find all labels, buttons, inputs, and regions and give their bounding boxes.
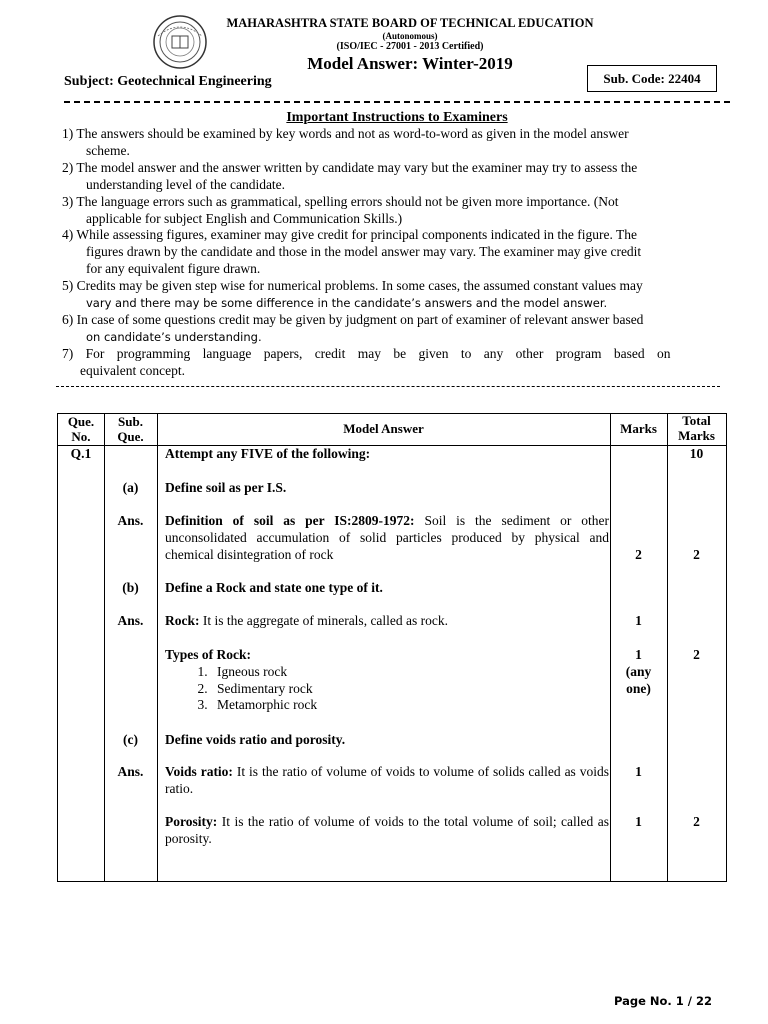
header-divider <box>64 101 730 103</box>
page-number: Page No. 1 / 22 <box>613 994 712 1008</box>
header-sub-que <box>104 415 157 444</box>
instruction-continuation: for any equivalent figure drawn. <box>86 260 261 276</box>
answer-definition: It is the aggregate of minerals, called as rock. <box>199 613 449 628</box>
instruction-item <box>62 160 732 194</box>
answer-term: Rock: <box>165 613 200 628</box>
list-item: 3. Metamorphic rock <box>211 697 609 714</box>
instruction-item <box>62 194 732 228</box>
instruction-item <box>62 278 732 312</box>
instruction-text: 2) The model answer and the answer written by candidate may vary but the examiner may try to assess the <box>62 160 638 175</box>
header-model-answer: Model Answer <box>343 421 424 436</box>
sub-question-text: Define soil as per I.S. <box>165 480 287 495</box>
answer-label: Ans. <box>117 764 144 779</box>
header-text: No. <box>71 428 91 444</box>
instruction-text: 7) For programming language papers, credit may be given to any other program based on <box>62 346 671 361</box>
total-marks: 2 <box>693 547 700 562</box>
answer-term: Voids ratio: <box>165 764 233 779</box>
sub-question-text: Define voids ratio and porosity. <box>165 732 346 747</box>
header-text: Que. <box>117 428 144 444</box>
header-text: Total <box>682 413 711 428</box>
marks: 1 <box>635 613 642 628</box>
instruction-continuation: understanding level of the candidate. <box>86 176 286 192</box>
instruction-text: 3) The language errors such as grammatical, spelling errors should not be given more importance. (Not <box>62 194 619 209</box>
answer-term: Porosity: <box>165 814 218 829</box>
header-text: Marks <box>678 427 715 443</box>
list-item: 1. Igneous rock <box>211 664 609 681</box>
instruction-text: 6) In case of some questions credit may be given by judgment on part of examiner of relevant answer based <box>62 312 644 327</box>
instruction-continuation: vary and there may be some difference in the candidate’s answers and the model answer. <box>86 295 608 310</box>
answer-table <box>57 413 727 882</box>
marks: 1 <box>635 814 642 829</box>
marks-text: (any <box>625 663 652 679</box>
header-que-no <box>58 415 104 444</box>
answer-definition: Soil is the sediment or other unconsolidated accumulation of solid particles produced by physical and chemical disintegration of rock <box>165 513 609 562</box>
rock-types-list <box>165 664 609 714</box>
sub-code-box: Sub. Code: 22404 <box>587 65 717 92</box>
marks-text: 1 <box>635 647 642 662</box>
instruction-item <box>62 227 732 277</box>
instruction-continuation: equivalent concept. <box>80 362 185 378</box>
page-title: Model Answer: Winter-2019 <box>307 54 513 73</box>
sub-question-label: (a) <box>122 480 139 495</box>
instruction-continuation: applicable for subject English and Communication Skills.) <box>86 210 403 226</box>
marks <box>610 647 667 697</box>
instruction-continuation: scheme. <box>86 142 130 158</box>
column-divider <box>157 414 158 881</box>
instruction-item <box>62 312 732 346</box>
answer-text <box>165 513 609 563</box>
marks-text: one) <box>626 680 651 696</box>
marks: 2 <box>635 547 642 562</box>
header-text: Que. <box>67 414 95 429</box>
header-text: Sub. <box>118 414 143 429</box>
answer-term: Definition of soil as per IS:2809-1972: <box>165 513 415 528</box>
iso-certification: (ISO/IEC - 27001 - 2013 Certified) <box>336 41 484 52</box>
question-number: Q.1 <box>70 446 92 461</box>
answer-label: Ans. <box>117 613 144 628</box>
question-instruction: Attempt any FIVE of the following: <box>165 446 371 461</box>
instructions-heading: Important Instructions to Examiners <box>286 110 508 125</box>
autonomous-label: (Autonomous) <box>382 31 438 41</box>
total-marks: 2 <box>693 814 700 829</box>
total-marks: 10 <box>689 446 704 461</box>
answer-definition: It is the ratio of volume of voids to the total volume of soil; called as porosity. <box>165 814 609 846</box>
rock-types <box>165 647 609 714</box>
answer-definition: It is the ratio of volume of voids to volume of solids called as voids ratio. <box>165 764 609 796</box>
answer-label: Ans. <box>117 513 144 528</box>
instruction-item <box>62 346 732 380</box>
instruction-continuation: figures drawn by the candidate and those in the model answer may vary. The examiner may give credit <box>86 243 642 259</box>
instruction-item <box>62 126 732 160</box>
total-marks: 2 <box>693 647 700 662</box>
instruction-text: 1) The answers should be examined by key words and not as word-to-word as given in the model answer <box>62 126 629 141</box>
header-total-marks <box>667 414 726 443</box>
answer-text <box>165 814 609 848</box>
marks: 1 <box>635 764 642 779</box>
answer-text <box>165 613 609 630</box>
rock-types-heading: Types of Rock: <box>165 647 251 662</box>
sub-question-label: (b) <box>122 580 139 595</box>
sub-question-text: Define a Rock and state one type of it. <box>165 580 383 595</box>
sub-question-label: (c) <box>123 732 138 747</box>
instruction-text: 4) While assessing figures, examiner may give credit for principal components indicated in the figure. The <box>62 227 637 242</box>
instruction-continuation: on candidate’s understanding. <box>86 329 262 344</box>
board-name: MAHARASHTRA STATE BOARD OF TECHNICAL EDUCATION <box>226 16 594 30</box>
instruction-text: 5) Credits may be given step wise for numerical problems. In some cases, the assumed constant values may <box>62 278 643 293</box>
subject-label: Subject: Geotechnical Engineering <box>64 74 272 89</box>
header-marks: Marks <box>620 421 657 436</box>
answer-text <box>165 764 609 798</box>
instructions-divider <box>56 386 720 387</box>
list-item: 2. Sedimentary rock <box>211 681 609 698</box>
